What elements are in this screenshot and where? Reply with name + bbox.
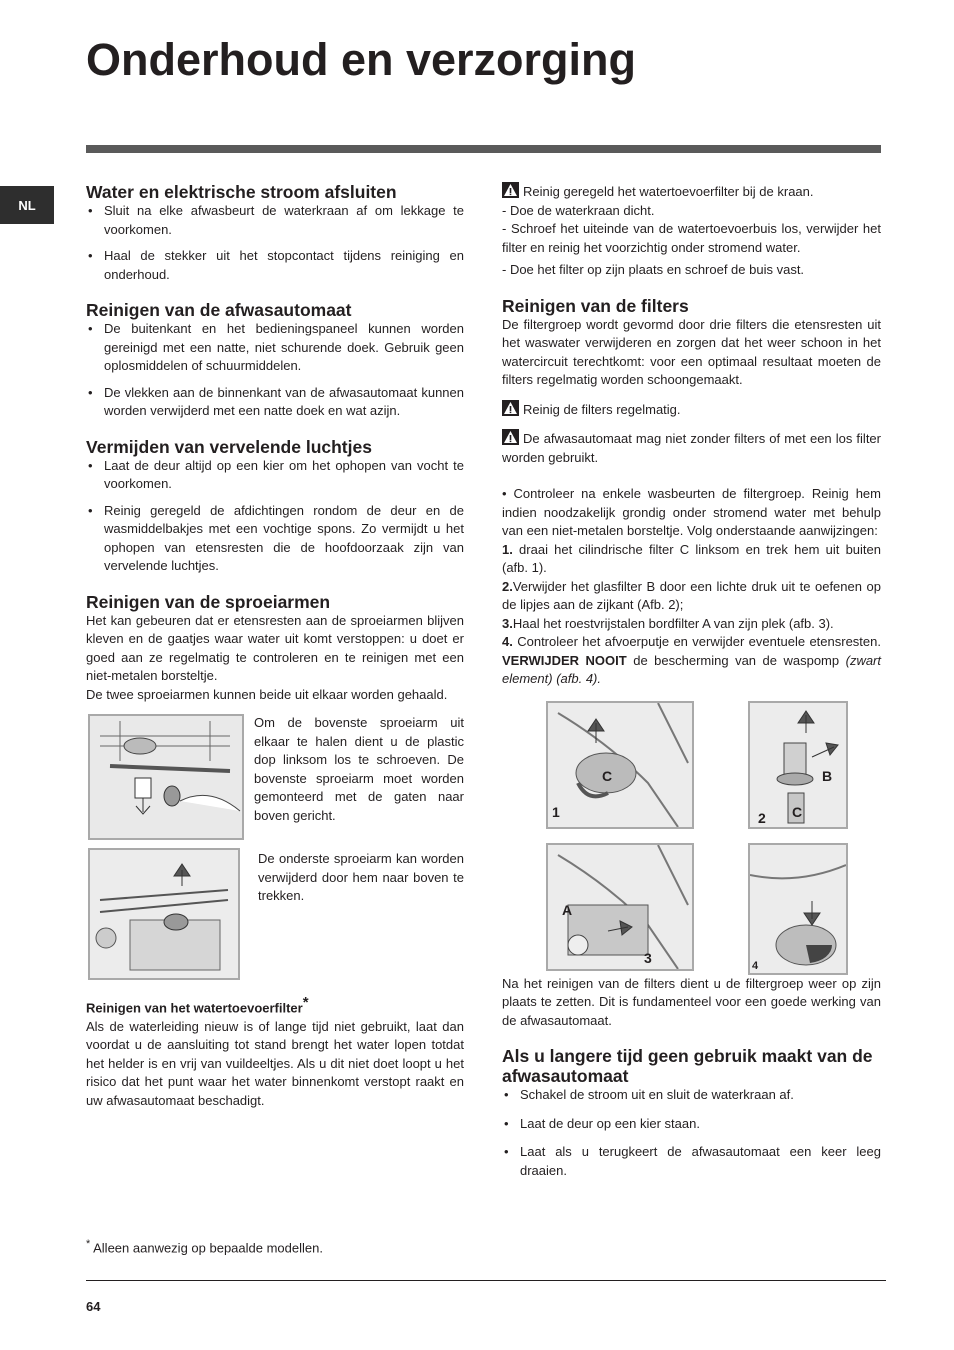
section-title-cleaning: Reinigen van de afwasautomaat <box>86 300 352 320</box>
list-item: • Reinig geregeld de afdichtingen rondom de deur en de wasmiddelbakjes met een vochtige spons. Zo vermijdt u het ophopen van etensresten die de hoofdoorzaak zijn van vervelende luchtjes. <box>86 502 464 576</box>
filters-intro: De filtergroep wordt gevormd door drie filters die etensresten uit het waswater verwijderen en zorgen dat het weer schoon in het watercircuit terechtkomt: voor een optimaal resultaat moeten de filters regelmatig worden schoongemaakt. <box>502 316 881 387</box>
figure-number-3: 3 <box>644 949 652 966</box>
filter-step-3: 3.Haal het roestvrijstalen bordfilter A van zijn plek (afb. 3). <box>502 615 834 631</box>
list-odors <box>86 457 464 576</box>
section-title-spray-arms: Reinigen van de sproeiarmen <box>86 591 331 612</box>
left-column <box>86 182 464 1110</box>
list-water-power <box>86 202 464 284</box>
inlet-filter-paragraph: Als de waterleiding nieuw is of lange tijd niet gebruikt, laat dan voordat u de aansluiting tot stand brengt het water lopen totdat het helder is en vrij van vuildeeltjes. Als u dit niet doet loopt u het risico dat het punt waar het water binnenkomt verstopt raakt en uw afwasautomaat beschadigt. <box>86 1018 464 1108</box>
section-title-filters: Reinigen van de filters <box>502 295 689 316</box>
section-title-long-absence: Als u langere tijd geen gebruik maakt van de afwasautomaat <box>502 1046 873 1086</box>
filters-check-paragraph: • Controleer na enkele wasbeurten de filtergroep. Reinig hem indien noodzakelijk grondig onder stromend water met behulp van een niet-metalen borsteltje. Volg onderstaande aanwijzingen: <box>502 486 881 538</box>
inlet-step-2: - Schroef het uiteinde van de watertoevoerbuis los, verwijder het filter en reinig het voorzichtig onder stromend water. <box>502 221 881 255</box>
figure-upper-spray-arm <box>88 714 244 840</box>
filter-step-1: 1. draai het cilindrische filter C linksom en trek hem uit buiten (afb. 1). <box>502 541 881 575</box>
lower-spray-arm-text: De onderste sproeiarm kan worden verwijderd door hem naar boven te trekken. <box>258 851 464 903</box>
filters-warning-2: De afwasautomaat mag niet zonder filters of met een los filter worden gebruikt. <box>502 431 881 465</box>
lower-spray-arm-block <box>86 848 464 982</box>
inlet-step-3: - Doe het filter op zijn plaats en schroef de buis vast. <box>502 262 805 277</box>
list-item: • Laat als u terugkeert de afwasautomaat een keer leeg draaien. <box>502 1143 881 1180</box>
list-item: • Laat de deur altijd op een kier om het ophopen van vocht te voorkomen. <box>86 457 464 494</box>
page-title: Onderhoud en verzorging <box>86 34 637 85</box>
page-number: 64 <box>86 1299 101 1314</box>
filter-step-4: 4. Controleer het afvoerputje en verwijder eventuele etensresten. VERWIJDER NOOIT de bescherming van de waspomp (zwart element) (afb. 4). <box>502 634 881 686</box>
language-tab: NL <box>0 186 54 224</box>
list-item: • Haal de stekker uit het stopcontact tijdens reiniging en onderhoud. <box>86 247 464 284</box>
right-column <box>502 182 881 1188</box>
figure-number-4: 4 <box>752 959 759 972</box>
label-C: C <box>602 767 613 784</box>
figure-lower-spray-arm <box>88 848 240 980</box>
warning-icon <box>502 182 519 198</box>
filters-reassemble-paragraph: Na het reinigen van de filters dient u de filtergroep weer op zijn plaats te zetten. Dit is fundamenteel voor een goede werking van de afwasautomaat. <box>502 975 881 1028</box>
list-item: • Sluit na elke afwasbeurt de waterkraan af om lekkage te voorkomen. <box>86 202 464 239</box>
list-long-absence <box>502 1086 881 1180</box>
section-title-odors: Vermijden van vervelende luchtjes <box>86 436 372 457</box>
label-C-fig2: C <box>792 803 803 820</box>
list-item: • Laat de deur op een kier staan. <box>502 1115 881 1134</box>
footer-rule <box>86 1280 886 1281</box>
figure-filter-1 <box>546 701 694 829</box>
figure-filter-2 <box>748 701 848 829</box>
filters-warning-1: Reinig de filters regelmatig. <box>502 400 881 420</box>
upper-spray-arm-text: Om de bovenste sproeiarm uit elkaar te halen dient u de plastic dop linksom los te schroeven. De bovenste sproeiarm moet worden gemonteerd met de gaten naar boven gericht. <box>254 715 464 823</box>
section-title-inlet-filter: Reinigen van het watertoevoerfilter* <box>86 994 309 1016</box>
warning-icon <box>502 429 519 445</box>
filter-step-2: 2.Verwijder het glasfilter B door een lichte druk uit te oefenen op de lipjes aan de zijkant (Afb. 2); <box>502 578 881 612</box>
list-item: • De buitenkant en het bedieningspaneel kunnen worden gereinigd met een natte, niet schurende doek. Gebruik geen oplosmiddelen of schuurmiddelen. <box>86 320 464 376</box>
inlet-step-1: - Doe de waterkraan dicht. <box>502 202 655 218</box>
figure-number-1: 1 <box>552 803 560 820</box>
list-cleaning <box>86 320 464 421</box>
inlet-warning: Reinig geregeld het watertoevoerfilter bij de kraan. <box>502 182 881 202</box>
filter-figures <box>502 701 881 975</box>
figure-filter-4 <box>748 843 848 975</box>
list-item: • De vlekken aan de binnenkant van de afwasautomaat kunnen worden verwijderd met een natte doek en wat azijn. <box>86 384 464 421</box>
warning-icon <box>502 400 519 416</box>
list-item: • Schakel de stroom uit en sluit de waterkraan af. <box>502 1086 881 1105</box>
spray-arms-paragraph-2: De twee sproeiarmen kunnen beide uit elkaar worden gehaald. <box>86 686 448 702</box>
upper-spray-arm-block <box>86 714 464 848</box>
header-rule <box>86 145 881 153</box>
spray-arms-paragraph: Het kan gebeuren dat er etensresten aan de sproeiarmen blijven kleven en de gaatjes waar water uit komt verstoppen: u doet er goed aan ze regelmatig te controleren en te reinigen met een niet-metalen borsteltje. <box>86 612 464 683</box>
label-A: A <box>562 901 573 918</box>
figure-number-2: 2 <box>758 809 766 826</box>
figure-filter-3 <box>546 843 694 971</box>
footnote-star: * <box>302 994 309 1011</box>
section-title-water-power: Water en elektrische stroom afsluiten <box>86 182 397 202</box>
footnote: * Alleen aanwezig op bepaalde modellen. <box>86 1238 323 1256</box>
label-B: B <box>822 767 833 784</box>
